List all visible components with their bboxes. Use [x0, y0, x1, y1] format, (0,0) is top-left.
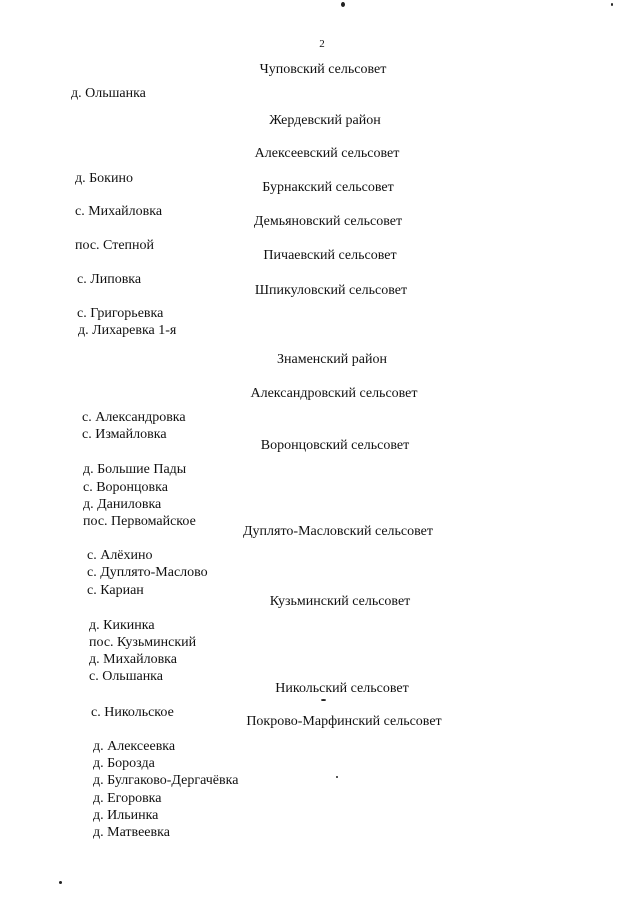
settlement-item: с. Никольское	[91, 705, 174, 720]
council-heading: Александровский сельсовет	[250, 386, 418, 401]
council-heading: Чуповский сельсовет	[259, 62, 387, 77]
settlement-item: с. Кариан	[87, 583, 144, 598]
settlement-item: с. Воронцовка	[83, 480, 168, 495]
settlement-item: с. Ольшанка	[89, 669, 163, 684]
council-heading: Дуплято-Масловский сельсовет	[243, 524, 433, 539]
council-heading: Бурнакский сельсовет	[262, 180, 394, 195]
scan-speck	[336, 776, 338, 778]
settlement-item: с. Михайловка	[75, 204, 163, 219]
settlement-item: д. Кикинка	[89, 618, 155, 633]
settlement-item: с. Дуплято-Маслово	[87, 565, 208, 580]
settlement-item: д. Большие Пады	[83, 462, 187, 477]
page-number: 2	[319, 38, 325, 50]
settlement-item: пос. Первомайское	[83, 514, 196, 529]
council-heading: Алексеевский сельсовет	[254, 146, 400, 161]
settlement-item: д. Михайловка	[89, 652, 177, 667]
settlement-item: с. Алёхино	[87, 548, 153, 563]
council-heading: Никольский сельсовет	[275, 681, 409, 696]
settlement-item: с. Измайловка	[82, 427, 167, 442]
settlement-item: д. Ольшанка	[71, 86, 146, 101]
settlement-item: д. Лихаревка 1-я	[78, 323, 177, 338]
settlement-item: д. Алексеевка	[93, 739, 176, 754]
settlement-item: д. Матвеевка	[93, 825, 170, 840]
district-heading: Знаменский район	[277, 352, 387, 367]
settlement-item: д. Ильинка	[93, 808, 159, 823]
settlement-item: с. Григорьевка	[77, 306, 164, 321]
council-heading: Кузьминский сельсовет	[269, 594, 411, 609]
council-heading: Шпикуловский сельсовет	[254, 283, 408, 298]
settlement-item: д. Даниловка	[83, 497, 162, 512]
scan-speck	[59, 881, 62, 884]
settlement-item: д. Бокино	[75, 171, 133, 186]
council-heading: Пичаевский сельсовет	[263, 248, 397, 263]
settlement-item: с. Александровка	[82, 410, 186, 425]
district-heading: Жердевский район	[269, 113, 381, 128]
settlement-item: с. Липовка	[77, 272, 142, 287]
council-heading: Воронцовский сельсовет	[260, 438, 410, 453]
settlement-item: д. Булгаково-Дергачёвка	[93, 773, 239, 788]
settlement-item: д. Борозда	[93, 756, 155, 771]
scan-speck	[611, 3, 613, 6]
settlement-item: пос. Степной	[75, 238, 155, 253]
scan-speck	[341, 2, 345, 7]
council-heading: Демьяновский сельсовет	[253, 214, 403, 229]
settlement-item: д. Егоровка	[93, 791, 162, 806]
scan-speck	[321, 699, 326, 701]
council-heading: Покрово-Марфинский сельсовет	[246, 714, 442, 729]
settlement-item: пос. Кузьминский	[89, 635, 197, 650]
